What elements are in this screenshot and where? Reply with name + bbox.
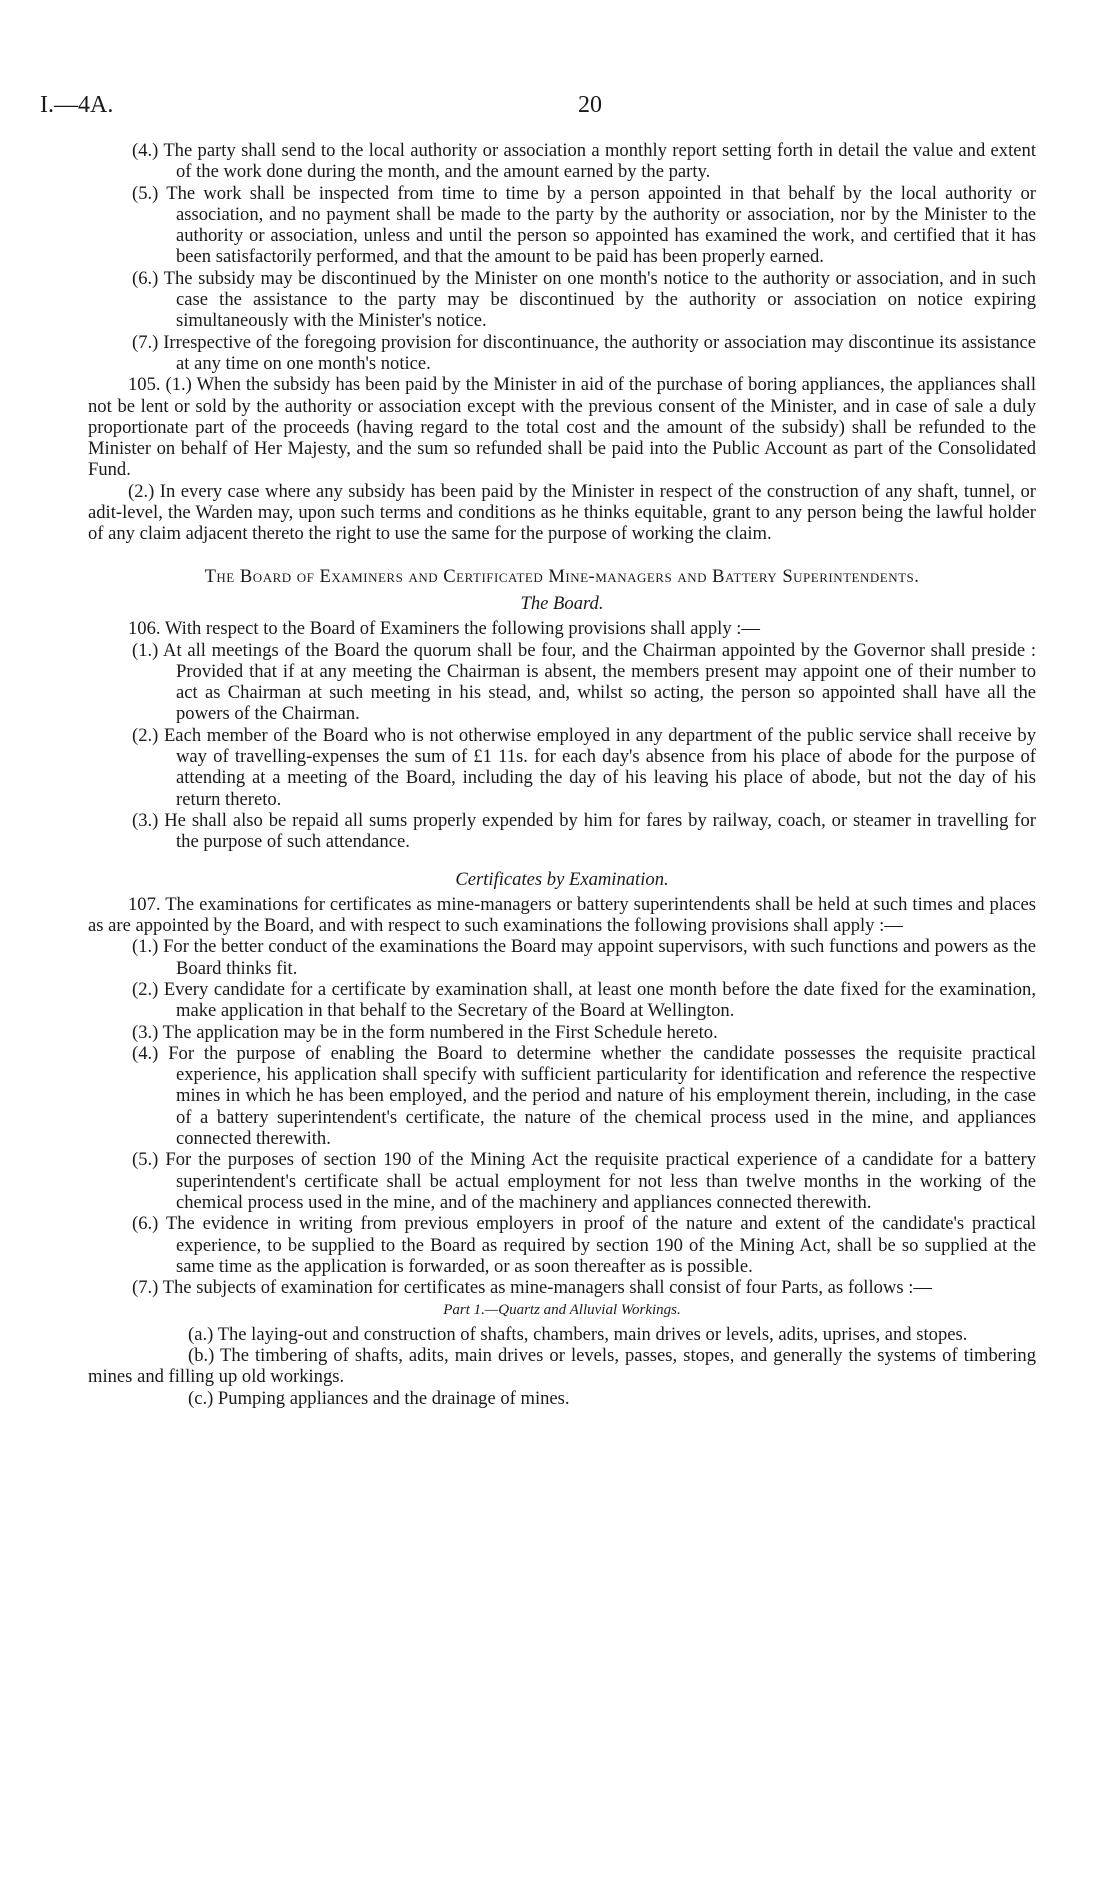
numbered-provision: (4.) For the purpose of enabling the Board to determine whether the candidate possesses the requisite practical experience, his application shall specify with sufficient particularity for identification and reference the respective mines in which he has been employed, and the period and nature of his employment therein, including, in the case of a battery superintendent's certificate, the nature of the chemical process used in the mine, and appliances connected therewith.: [132, 1042, 1036, 1150]
numbered-provision: (1.) At all meetings of the Board the quorum shall be four, and the Chairman appointed by the Governor shall preside : Provided that if at any meeting the Chairman is absent, the members present may appoint one of their number to act as Chairman at such meeting in his stead, and, whilst so acting, the person so appointed shall have all the powers of the Chairman.: [132, 639, 1036, 725]
page-number: 20: [578, 92, 602, 118]
lettered-subject: (a.) The laying-out and construction of shafts, chambers, main drives or levels, adits, uprises, and stopes.: [188, 1323, 968, 1345]
document-body: [88, 140, 1036, 1409]
page-header: [40, 92, 1060, 126]
numbered-provision: (3.) He shall also be repaid all sums properly expended by him for fares by railway, coach, or steamer in travelling for the purpose of such attendance.: [132, 809, 1036, 853]
numbered-provision: (4.) The party shall send to the local authority or association a monthly report setting forth in detail the value and extent of the work done during the month, and the amount earned by the party.: [132, 140, 1036, 183]
numbered-provision: (5.) The work shall be inspected from time to time by a person appointed in that behalf by the local authority or association, and no payment shall be made to the party by the authority or association, nor by the Minister to the authority or association, unless and until the person so appointed has examined the work, and certified that it has been satisfactorily performed, and that the amount to be paid has been properly earned.: [132, 182, 1036, 268]
numbered-provision: (1.) For the better conduct of the examinations the Board may appoint supervisors, with such functions and powers as the Board thinks fit.: [132, 936, 1036, 979]
section-paragraph: (2.) In every case where any subsidy has been paid by the Minister in respect of the construction of any shaft, tunnel, or adit-level, the Warden may, upon such terms and conditions as he thinks equitable, grant to any person being the lawful holder of any claim adjacent thereto the right to use the same for the purpose of working the claim.: [88, 480, 1036, 545]
subsection-heading: The Board.: [520, 592, 604, 614]
numbered-provision: (7.) The subjects of examination for certificates as mine-managers shall consist of four Parts, as follows :—: [132, 1277, 933, 1299]
numbered-provision: (6.) The evidence in writing from previous employers in proof of the nature and extent of the candidate's practical experience, to be supplied to the Board as required by section 190 of the Mining Act, shall be so supplied at the same time as the application is forwarded, or as soon thereafter as is possible.: [132, 1213, 1036, 1277]
numbered-provision: (6.) The subsidy may be discontinued by the Minister on one month's notice to the authority or association, and in such case the assistance to the party may be discontinued by the authority or association on notice expiring simultaneously with the Minister's notice.: [132, 267, 1036, 332]
numbered-provision: (5.) For the purposes of section 190 of the Mining Act the requisite practical experience of a candidate for a battery superintendent's certificate shall be actual employment for not less than twelve months in the working of the chemical process used in the mine, and of the machinery and appliances connected therewith.: [132, 1149, 1036, 1213]
numbered-provision: (3.) The application may be in the form numbered in the First Schedule hereto.: [132, 1021, 718, 1043]
lettered-subject: (b.) The timbering of shafts, adits, main drives or levels, passes, stopes, and generally the systems of timbering mines and filling up old workings.: [88, 1345, 1036, 1388]
subsection-heading: Certificates by Examination.: [455, 868, 669, 890]
numbered-provision: (7.) Irrespective of the foregoing provision for discontinuance, the authority or association may discontinue its assistance at any time on one month's notice.: [132, 331, 1036, 374]
section-paragraph: 105. (1.) When the subsidy has been paid by the Minister in aid of the purchase of boring appliances, the appliances shall not be lent or sold by the authority or association except with the previous consent of the Minister, and in case of sale a duly proportionate part of the proceeds (having regard to the total cost and the amount of the subsidy) shall be refunded to the Minister on behalf of Her Majesty, and the sum so refunded shall be paid into the Public Account as part of the Consolidated Fund.: [88, 374, 1036, 481]
section-paragraph: 107. The examinations for certificates as mine-managers or battery superintendents shall be held at such times and places as are appointed by the Board, and with respect to such examinations the following provisions shall apply :—: [88, 893, 1036, 937]
section-paragraph: 106. With respect to the Board of Examiners the following provisions shall apply :—: [128, 618, 761, 640]
part-heading: Part 1.—Quartz and Alluvial Workings.: [443, 1302, 681, 1319]
numbered-provision: (2.) Each member of the Board who is not otherwise employed in any department of the public service shall receive by way of travelling-expenses the sum of £1 11s. for each day's absence from his place of abode for the purpose of attending at a meeting of the Board, including the day of his leaving his place of abode, but not the day of his return thereto.: [132, 724, 1036, 810]
lettered-subject: (c.) Pumping appliances and the drainage of mines.: [188, 1387, 570, 1409]
section-heading: The Board of Examiners and Certificated Mine-managers and Battery Superintendents.: [204, 565, 920, 587]
numbered-provision: (2.) Every candidate for a certificate by examination shall, at least one month before the date fixed for the examination, make application in that behalf to the Secretary of the Board at Wellington.: [132, 978, 1036, 1022]
document-reference: I.—4A.: [40, 92, 114, 118]
